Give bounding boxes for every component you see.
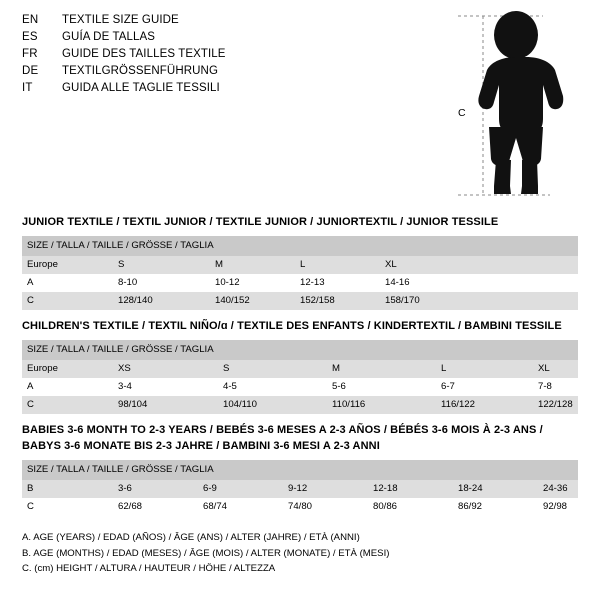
table-header-row	[22, 460, 578, 480]
cell: 3-6	[113, 480, 198, 498]
cell: 158/170	[380, 292, 578, 310]
cell: 5-6	[327, 378, 436, 396]
table-row	[22, 274, 578, 292]
language-code: ES	[22, 31, 38, 43]
cell: 110/116	[327, 396, 436, 414]
cell: L	[295, 256, 380, 274]
junior-size-table	[22, 236, 578, 310]
cell: 86/92	[453, 498, 538, 516]
child-silhouette-figure	[455, 8, 585, 203]
cell: M	[210, 256, 295, 274]
cell: 10-12	[210, 274, 295, 292]
language-code: EN	[22, 14, 39, 26]
cell: XS	[113, 360, 218, 378]
table-row	[22, 292, 578, 310]
table-header-row	[22, 340, 578, 360]
table-row	[22, 498, 578, 516]
section-title-babies: BABIES 3-6 MONTH TO 2-3 YEARS / BEBÉS 3-6 MESES A 2-3 AÑOS / BÉBÉS 3-6 MOIS À 2-3 ANS /	[22, 424, 543, 436]
child-silhouette-icon	[455, 8, 585, 203]
cell: 14-16	[380, 274, 578, 292]
cell: 6-9	[198, 480, 283, 498]
language-code: DE	[22, 65, 39, 77]
table-header-row	[22, 236, 578, 256]
cell: 8-10	[113, 274, 210, 292]
legend-note: B. AGE (MONTHS) / EDAD (MESES) / ÂGE (MOIS) / ALTER (MONATE) / ETÀ (MESI)	[22, 547, 390, 559]
row-label: A	[22, 274, 113, 292]
guide-title: TEXTILE SIZE GUIDE	[62, 14, 179, 26]
cell: 6-7	[436, 378, 533, 396]
cell: 62/68	[113, 498, 198, 516]
babies-size-table	[22, 460, 578, 516]
cell: 128/140	[113, 292, 210, 310]
language-code: IT	[22, 82, 33, 94]
guide-title: GUÍA DE TALLAS	[62, 31, 156, 43]
size-header-label: SIZE / TALLA / TAILLE / GRÖSSE / TAGLIA	[22, 236, 578, 256]
cell: 80/86	[368, 498, 453, 516]
row-label: C	[22, 292, 113, 310]
height-measure-label: C	[458, 107, 466, 119]
guide-title: GUIDA ALLE TAGLIE TESSILI	[62, 82, 220, 94]
guide-title: TEXTILGRÖSSENFÜHRUNG	[62, 65, 218, 77]
table-row	[22, 256, 578, 274]
cell: 18-24	[453, 480, 538, 498]
row-label: B	[22, 480, 113, 498]
cell: 98/104	[113, 396, 218, 414]
legend-note: A. AGE (YEARS) / EDAD (AÑOS) / ÂGE (ANS) / ALTER (JAHRE) / ETÀ (ANNI)	[22, 532, 360, 543]
cell: 122/128	[533, 396, 578, 414]
cell: 152/158	[295, 292, 380, 310]
language-code: FR	[22, 48, 38, 60]
table-row	[22, 480, 578, 498]
cell: XL	[533, 360, 578, 378]
cell: 12-13	[295, 274, 380, 292]
cell: 116/122	[436, 396, 533, 414]
size-header-label: SIZE / TALLA / TAILLE / GRÖSSE / TAGLIA	[22, 340, 578, 360]
cell: 3-4	[113, 378, 218, 396]
children-size-table	[22, 340, 578, 414]
cell: XL	[380, 256, 578, 274]
guide-title: GUIDE DES TAILLES TEXTILE	[62, 48, 226, 60]
cell: 68/74	[198, 498, 283, 516]
section-title-children: CHILDREN'S TEXTILE / TEXTIL NIÑO/ɑ / TEXTILE DES ENFANTS / KINDERTEXTIL / BAMBINI TESSILE	[22, 320, 562, 332]
section-title-babies-line2: BABYS 3-6 MONATE BIS 2-3 JAHRE / BAMBINI 3-6 MESI A 2-3 ANNI	[22, 440, 380, 452]
header-row	[22, 65, 442, 82]
row-label: Europe	[22, 256, 113, 274]
cell: 4-5	[218, 378, 327, 396]
cell: 92/98	[538, 498, 578, 516]
table-row	[22, 396, 578, 414]
row-label: Europe	[22, 360, 113, 378]
cell: 104/110	[218, 396, 327, 414]
cell: 74/80	[283, 498, 368, 516]
row-label: A	[22, 378, 113, 396]
table-row	[22, 360, 578, 378]
header-row	[22, 82, 442, 99]
table-row	[22, 378, 578, 396]
size-header-label: SIZE / TALLA / TAILLE / GRÖSSE / TAGLIA	[22, 460, 578, 480]
legend-note: C. (cm) HEIGHT / ALTURA / HAUTEUR / HÖHE / ALTEZZA	[22, 563, 276, 574]
cell: M	[327, 360, 436, 378]
cell: L	[436, 360, 533, 378]
cell: 140/152	[210, 292, 295, 310]
legend-notes	[22, 530, 389, 577]
header-row	[22, 31, 442, 48]
cell: 7-8	[533, 378, 578, 396]
cell: S	[113, 256, 210, 274]
header-languages	[22, 14, 442, 99]
cell: 9-12	[283, 480, 368, 498]
cell: S	[218, 360, 327, 378]
header-row	[22, 14, 442, 31]
cell: 12-18	[368, 480, 453, 498]
header-row	[22, 48, 442, 65]
row-label: C	[22, 396, 113, 414]
section-title-junior: JUNIOR TEXTILE / TEXTIL JUNIOR / TEXTILE JUNIOR / JUNIORTEXTIL / JUNIOR TESSILE	[22, 216, 499, 228]
row-label: C	[22, 498, 113, 516]
cell: 24-36	[538, 480, 578, 498]
